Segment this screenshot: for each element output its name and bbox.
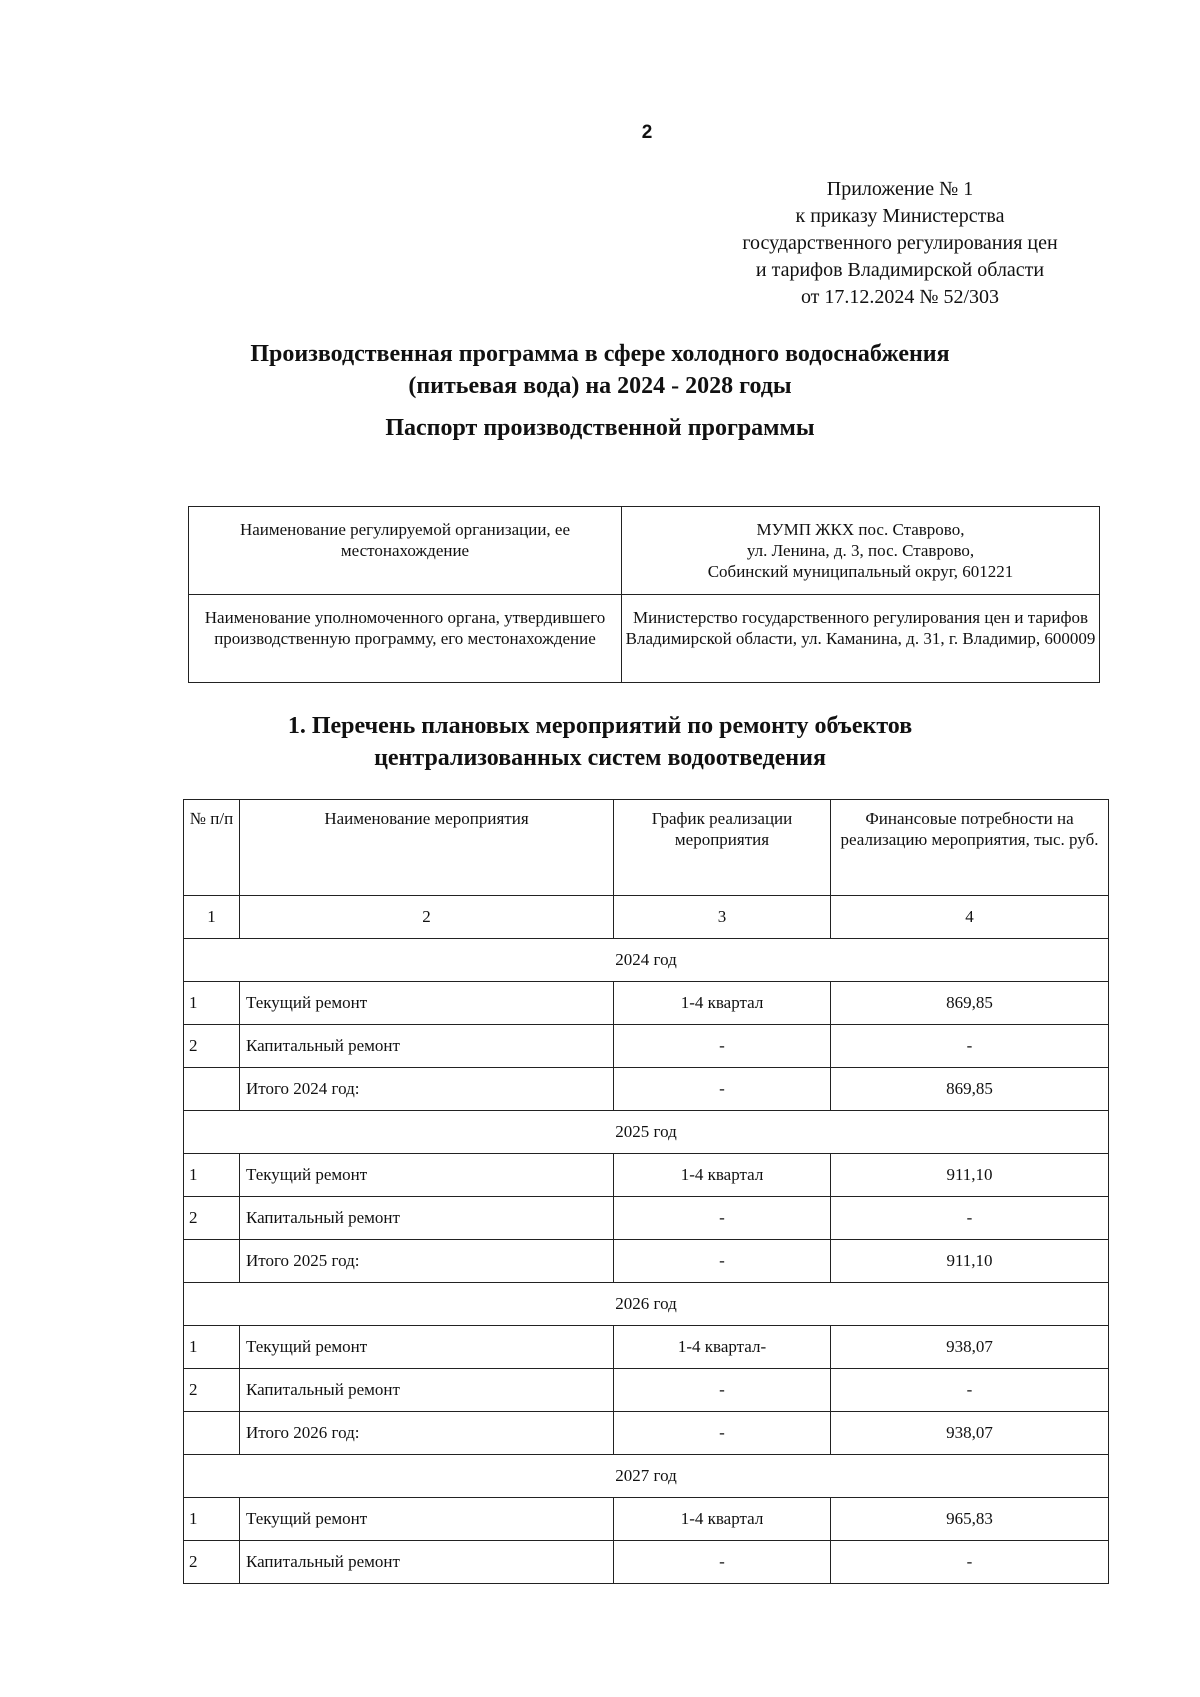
total-row bbox=[184, 1240, 1109, 1283]
passport-value-line: МУМП ЖКХ пос. Ставрово, bbox=[756, 520, 965, 539]
row-name: Текущий ремонт bbox=[240, 982, 614, 1025]
row-value: 869,85 bbox=[831, 1068, 1109, 1111]
appendix-line: от 17.12.2024 № 52/303 bbox=[800, 286, 1000, 308]
row-num: 2 bbox=[184, 1369, 240, 1412]
table-header-row bbox=[184, 800, 1109, 896]
row-value: 938,07 bbox=[831, 1326, 1109, 1369]
passport-title bbox=[150, 412, 1050, 444]
program-title-line: (питьевая вода) на 2024 - 2028 годы bbox=[408, 373, 792, 399]
column-number: 3 bbox=[614, 896, 831, 939]
year-row bbox=[184, 939, 1109, 982]
row-value: 869,85 bbox=[831, 982, 1109, 1025]
row-schedule: - bbox=[614, 1068, 831, 1111]
row-num bbox=[184, 1412, 240, 1455]
row-value: 938,07 bbox=[831, 1412, 1109, 1455]
total-row bbox=[184, 1412, 1109, 1455]
row-name: Итого 2025 год: bbox=[240, 1240, 614, 1283]
plan-table bbox=[183, 799, 1109, 1584]
row-name: Текущий ремонт bbox=[240, 1326, 614, 1369]
year-row bbox=[184, 1455, 1109, 1498]
program-title-line: Производственная программа в сфере холодного водоснабжения bbox=[250, 341, 950, 367]
row-num: 1 bbox=[184, 982, 240, 1025]
row-schedule: 1-4 квартал bbox=[614, 1154, 831, 1197]
row-schedule: - bbox=[614, 1240, 831, 1283]
passport-value: Министерство государственного регулирования цен и тарифов Владимирской области, ул. Каманина, д. 31, г. Владимир, 600009 bbox=[622, 595, 1100, 683]
row-name: Капитальный ремонт bbox=[240, 1197, 614, 1240]
appendix-line: и тарифов Владимирской области bbox=[755, 259, 1045, 281]
row-name: Текущий ремонт bbox=[240, 1154, 614, 1197]
header-schedule: График реализации мероприятия bbox=[614, 800, 831, 896]
column-number: 1 bbox=[184, 896, 240, 939]
passport-value-line: Собинский муниципальный округ, 601221 bbox=[707, 562, 1014, 581]
table-row bbox=[184, 1541, 1109, 1584]
passport-row bbox=[189, 595, 1100, 683]
table-row bbox=[184, 1326, 1109, 1369]
row-name: Итого 2026 год: bbox=[240, 1412, 614, 1455]
program-title bbox=[150, 338, 1050, 402]
year-label: 2026 год bbox=[184, 1283, 1109, 1326]
page-number: 2 bbox=[641, 122, 653, 143]
passport-value-line: ул. Ленина, д. 3, пос. Ставрово, bbox=[746, 541, 975, 560]
row-num: 1 bbox=[184, 1498, 240, 1541]
passport-label: Наименование регулируемой организации, ее местонахождение bbox=[189, 507, 622, 595]
passport-label: Наименование уполномоченного органа, утвердившего производственную программу, его местонахождение bbox=[189, 595, 622, 683]
row-name: Капитальный ремонт bbox=[240, 1369, 614, 1412]
row-num: 1 bbox=[184, 1154, 240, 1197]
row-schedule: 1-4 квартал bbox=[614, 982, 831, 1025]
header-num: № п/п bbox=[184, 800, 240, 896]
row-name: Текущий ремонт bbox=[240, 1498, 614, 1541]
row-schedule: - bbox=[614, 1197, 831, 1240]
section1-title-line: 1. Перечень плановых мероприятий по ремонту объектов bbox=[287, 713, 913, 739]
row-name: Капитальный ремонт bbox=[240, 1541, 614, 1584]
row-num: 2 bbox=[184, 1541, 240, 1584]
row-num bbox=[184, 1240, 240, 1283]
row-name: Капитальный ремонт bbox=[240, 1025, 614, 1068]
row-value: 965,83 bbox=[831, 1498, 1109, 1541]
passport-table bbox=[188, 506, 1100, 683]
year-row bbox=[184, 1111, 1109, 1154]
column-number: 4 bbox=[831, 896, 1109, 939]
appendix-line: Приложение № 1 bbox=[826, 178, 974, 200]
section1-title-line: централизованных систем водоотведения bbox=[374, 745, 826, 771]
row-schedule: 1-4 квартал bbox=[614, 1498, 831, 1541]
row-num: 1 bbox=[184, 1326, 240, 1369]
row-num: 2 bbox=[184, 1025, 240, 1068]
row-schedule: 1-4 квартал- bbox=[614, 1326, 831, 1369]
row-schedule: - bbox=[614, 1369, 831, 1412]
row-value: - bbox=[831, 1025, 1109, 1068]
appendix-line: к приказу Министерства bbox=[795, 205, 1005, 227]
passport-row bbox=[189, 507, 1100, 595]
passport-value bbox=[622, 507, 1100, 595]
header-name: Наименование мероприятия bbox=[240, 800, 614, 896]
row-num bbox=[184, 1068, 240, 1111]
row-value: 911,10 bbox=[831, 1240, 1109, 1283]
row-value: - bbox=[831, 1541, 1109, 1584]
column-number: 2 bbox=[240, 896, 614, 939]
appendix-line: государственного регулирования цен bbox=[742, 232, 1058, 254]
table-row bbox=[184, 1154, 1109, 1197]
table-row bbox=[184, 1498, 1109, 1541]
row-num: 2 bbox=[184, 1197, 240, 1240]
year-row bbox=[184, 1283, 1109, 1326]
section1-title bbox=[150, 710, 1050, 774]
row-value: - bbox=[831, 1369, 1109, 1412]
table-row bbox=[184, 1369, 1109, 1412]
year-label: 2027 год bbox=[184, 1455, 1109, 1498]
appendix-header bbox=[690, 176, 1110, 311]
row-schedule: - bbox=[614, 1025, 831, 1068]
year-label: 2024 год bbox=[184, 939, 1109, 982]
row-name: Итого 2024 год: bbox=[240, 1068, 614, 1111]
table-row bbox=[184, 982, 1109, 1025]
year-label: 2025 год bbox=[184, 1111, 1109, 1154]
row-schedule: - bbox=[614, 1412, 831, 1455]
table-row bbox=[184, 1025, 1109, 1068]
row-schedule: - bbox=[614, 1541, 831, 1584]
row-value: 911,10 bbox=[831, 1154, 1109, 1197]
row-value: - bbox=[831, 1197, 1109, 1240]
total-row bbox=[184, 1068, 1109, 1111]
passport-title-text: Паспорт производственной программы bbox=[385, 415, 815, 441]
column-numbers-row bbox=[184, 896, 1109, 939]
header-finance: Финансовые потребности на реализацию мероприятия, тыс. руб. bbox=[831, 800, 1109, 896]
table-row bbox=[184, 1197, 1109, 1240]
